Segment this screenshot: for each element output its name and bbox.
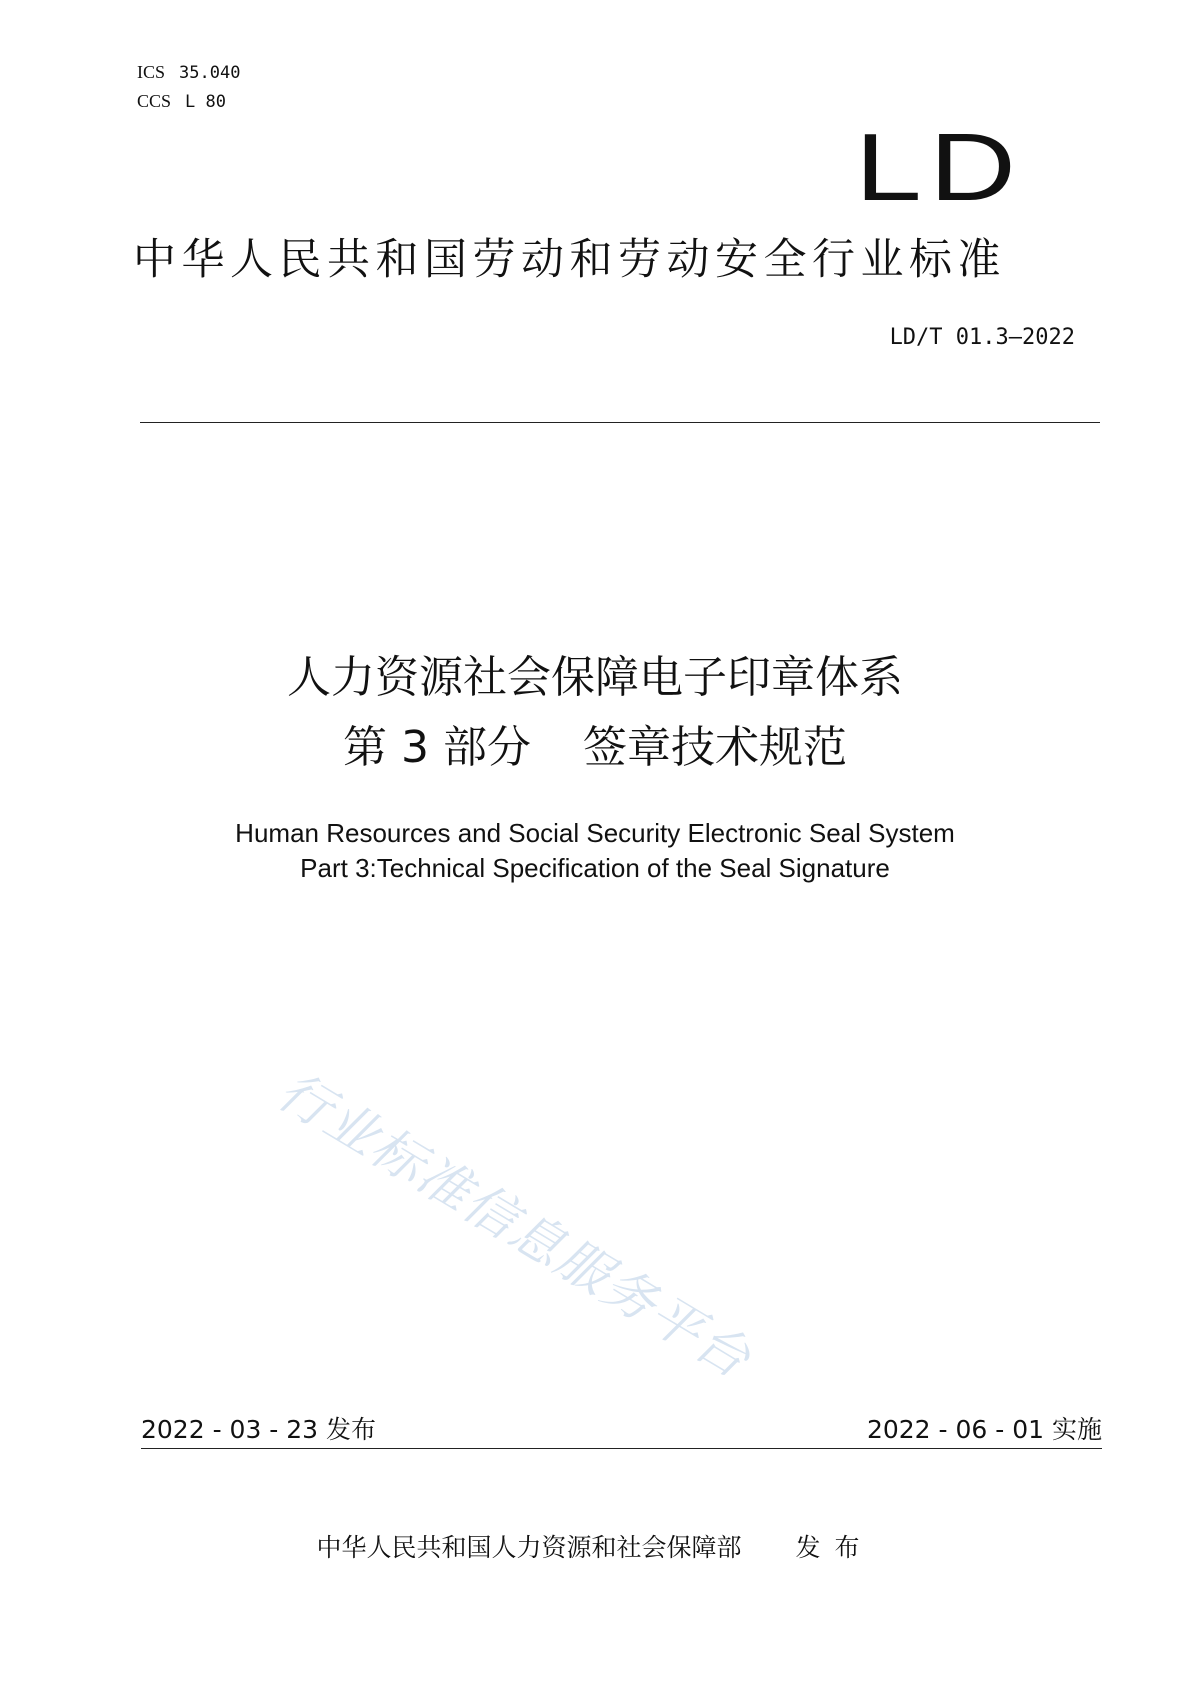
title-en-line1: Human Resources and Social Security Electronic Seal System	[235, 818, 955, 848]
issuer	[0, 1528, 1190, 1564]
title-en-line2: Part 3:Technical Specification of the Seal Signature	[300, 853, 890, 883]
ccs-label: CCS	[137, 91, 172, 111]
top-divider	[140, 422, 1100, 423]
title-cn-part: 第 3 部分	[343, 722, 531, 773]
title-cn-line2	[0, 713, 1190, 783]
implement-date: 2022 - 06 - 01 实施	[866, 1415, 1102, 1444]
ccs-code: L 80	[185, 92, 226, 112]
ics-row	[137, 58, 240, 87]
ics-code: 35.040	[179, 63, 241, 83]
ccs-row	[137, 87, 240, 116]
title-cn-line1: 人力资源社会保障电子印章体系	[287, 652, 903, 703]
classification-codes	[137, 58, 240, 116]
ics-label: ICS	[137, 62, 166, 82]
standard-number: LD/T 01.3—2022	[889, 325, 1075, 350]
watermark: 行业标准信息服务平台	[267, 1061, 762, 1391]
title-cn-subtitle: 签章技术规范	[582, 722, 847, 773]
issuer-action: 发布	[795, 1533, 874, 1562]
bottom-divider	[141, 1448, 1102, 1449]
publish-date: 2022 - 03 - 23 发布	[141, 1415, 377, 1444]
issuer-name: 中华人民共和国人力资源和社会保障部	[316, 1533, 742, 1562]
ld-logo: LD	[855, 114, 1024, 221]
standard-category: 中华人民共和国劳动和劳动安全行业标准	[133, 235, 1006, 285]
